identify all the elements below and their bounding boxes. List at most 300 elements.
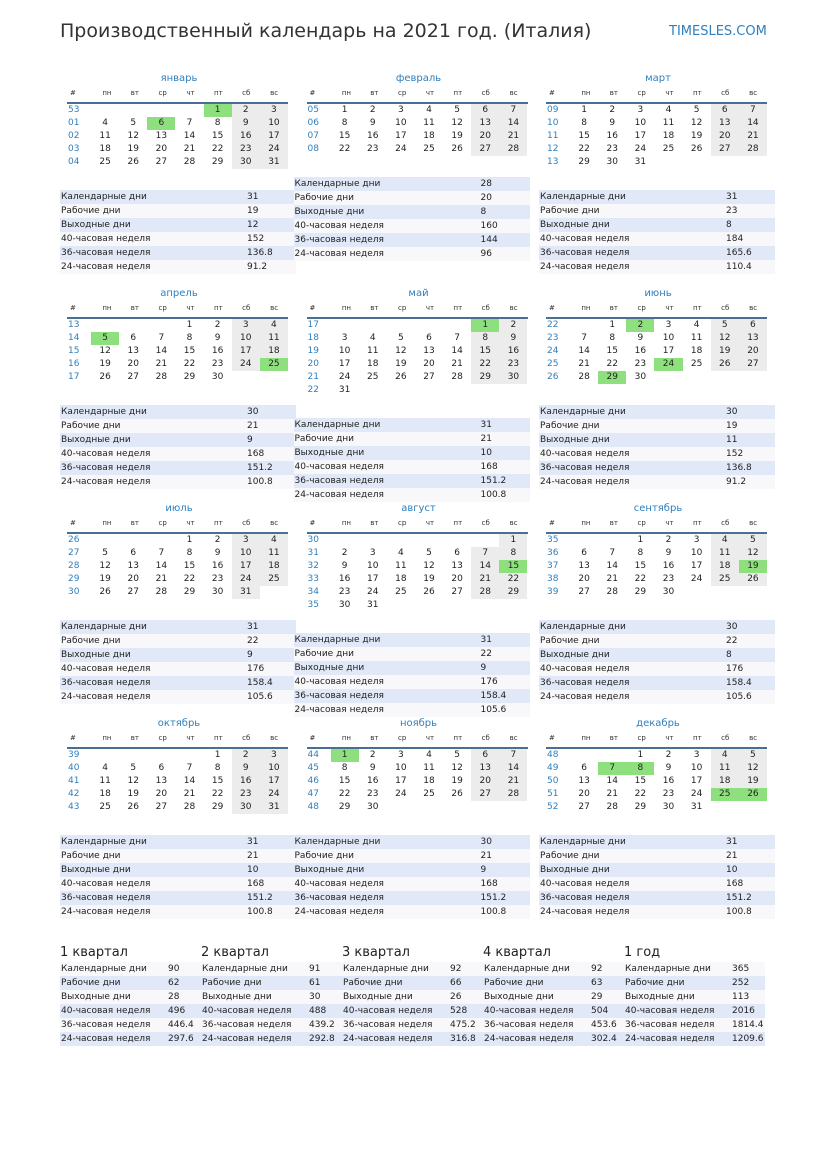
stat-label: Календарные дни [540,407,626,417]
stat-row [539,419,775,433]
header-cell: пт [453,89,463,97]
day-cell: 13 [578,776,590,786]
header-cell: вт [130,89,139,97]
stat-value: 12 [247,220,259,230]
day-cell: 30 [366,802,379,812]
day-cell: 17 [395,131,407,141]
day-cell [260,586,288,599]
week-row [307,573,528,586]
stat-label: Рабочие дни [540,851,600,861]
quarter-stats [201,962,342,1046]
day-cell: 12 [395,346,407,356]
day-cell: 20 [423,359,435,369]
week-number: 16 [68,359,80,369]
day-cell [387,801,415,814]
stat-row [539,232,775,246]
day-cell: 6 [147,117,175,130]
stat-row [60,849,296,863]
day-cell [711,801,739,814]
stat-row [342,962,483,976]
stat-row [201,976,342,990]
day-cell: 10 [690,763,703,773]
week-number: 41 [68,776,80,786]
stat-value: 168 [247,879,265,889]
day-cell: 10 [260,117,288,130]
month-block [60,72,288,287]
month-block [294,502,528,717]
week-number: 32 [307,561,319,571]
day-cell: 26 [395,372,407,382]
stat-value: 23 [726,206,738,216]
stat-label: 40-часовая неделя [625,1006,715,1016]
week-row [307,534,528,547]
day-cell [471,801,499,814]
header-cell: чт [425,89,435,97]
month-block [539,502,767,717]
stat-row [539,405,775,419]
day-cell: 28 [606,587,618,597]
day-cell: 21 [451,359,463,369]
day-cell: 8 [186,333,193,343]
header-cell: сб [481,734,490,742]
day-cell: 29 [634,802,647,812]
day-cell: 8 [581,118,587,128]
day-cell: 1 [637,535,644,545]
stat-value: 168 [247,449,265,459]
month-stats [60,190,296,274]
stat-row [60,218,296,232]
stat-label: 40-часовая неделя [294,677,384,687]
header-cell: чт [186,519,195,527]
stat-row [483,1004,624,1018]
stat-value: 29 [591,992,603,1002]
day-cell: 13 [451,561,463,571]
week-row [67,319,288,332]
day-cell: 31 [690,802,703,812]
stat-label: Календарные дни [202,964,288,974]
day-cell: 2 [232,104,260,117]
day-cell: 22 [499,573,527,586]
day-cell: 5 [739,749,767,762]
day-cell: 4 [711,749,739,762]
header-cell: сб [721,304,730,312]
day-cell: 29 [471,371,499,384]
stat-row [294,418,530,432]
day-cell: 15 [471,345,499,358]
week-row [546,358,767,371]
day-cell: 29 [499,586,527,599]
month-name: ноябрь [399,718,438,729]
day-cell: 1 [331,749,359,762]
stat-value: 168 [480,879,498,889]
header-cell: # [70,734,76,742]
header-cell: # [549,304,555,312]
day-cell: 23 [366,789,379,799]
stat-value: 30 [726,622,738,632]
stat-row [539,260,775,274]
day-cell: 14 [499,762,527,775]
day-cell: 4 [426,750,432,760]
day-cell: 7 [581,333,587,343]
stat-row [201,990,342,1004]
day-cell [415,319,443,332]
day-cell: 10 [366,561,379,571]
stat-label: Выходные дни [61,220,131,230]
day-cell: 18 [662,131,675,141]
week-number: 35 [547,535,559,545]
day-cell: 15 [211,131,224,141]
month-grid [67,301,288,384]
day-cell: 5 [454,750,460,760]
day-cell [232,371,260,384]
stat-label: 24-часовая неделя [540,692,630,702]
stat-value: 30 [247,407,259,417]
day-cell: 17 [690,561,703,571]
stat-row [539,863,775,877]
stat-row [60,662,296,676]
day-cell: 13 [471,762,499,775]
stat-label: Рабочие дни [540,636,600,646]
day-cell: 22 [606,359,618,369]
header-cell: пт [214,734,223,742]
stat-row [294,177,530,191]
stat-value: 8 [726,220,732,230]
day-cell: 11 [711,762,739,775]
day-cell: 15 [634,561,647,571]
day-cell: 11 [711,547,739,560]
day-cell: 21 [155,574,168,584]
stat-value: 31 [480,420,492,430]
day-cell: 10 [232,332,260,345]
header-cell: # [70,519,76,527]
day-cell: 23 [366,144,379,154]
stat-label: 36-часовая неделя [294,893,384,903]
week-row [307,319,528,332]
day-cell: 25 [662,144,675,154]
week-number: 20 [307,359,319,369]
brand-link[interactable]: TIMESLES.COM [669,24,767,39]
weekday-header [307,731,528,749]
day-cell [175,104,203,117]
week-number: 31 [307,548,319,558]
stat-label: 40-часовая неделя [540,234,630,244]
week-row [546,104,767,117]
day-cell: 23 [232,143,260,156]
stat-label: 40-часовая неделя [294,221,384,231]
day-cell: 29 [183,587,196,597]
week-row [307,143,528,156]
day-cell: 10 [662,333,675,343]
week-number: 26 [68,535,80,545]
day-cell: 15 [183,561,196,571]
header-cell: сб [721,89,730,97]
stat-value: 31 [726,192,738,202]
day-cell: 15 [606,346,618,356]
header-cell: # [549,734,555,742]
week-row [67,560,288,573]
day-cell: 18 [99,144,111,154]
week-number: 47 [307,789,319,799]
day-cell: 25 [99,802,111,812]
week-row [307,332,528,345]
day-cell [415,384,443,397]
stat-row [294,446,530,460]
day-cell: 8 [609,333,616,343]
day-cell [711,371,739,384]
stat-row [483,976,624,990]
stat-label: 36-часовая неделя [61,248,151,258]
day-cell: 30 [232,801,260,814]
week-number: 17 [68,372,80,382]
week-row [546,345,767,358]
day-cell: 8 [499,547,527,560]
day-cell: 7 [454,333,460,343]
day-cell: 24 [366,587,379,597]
stat-value: 31 [726,837,738,847]
day-cell: 29 [598,371,626,384]
day-cell: 22 [338,144,351,154]
day-cell: 16 [366,776,379,786]
day-cell: 25 [423,789,435,799]
day-cell: 22 [211,789,224,799]
day-cell: 19 [739,560,767,573]
day-cell: 16 [366,131,379,141]
header-cell: чт [665,89,674,97]
day-cell [711,586,739,599]
day-cell: 8 [214,763,221,773]
day-cell: 12 [711,332,739,345]
week-row [546,130,767,143]
stat-value: 496 [168,1006,186,1016]
header-cell: вс [509,89,518,97]
day-cell: 12 [127,776,139,786]
day-cell: 6 [130,333,137,343]
week-number: 48 [547,750,559,760]
month-block [294,72,528,287]
header-cell: сб [242,304,251,312]
day-cell [260,371,288,384]
stat-value: 63 [591,978,603,988]
stat-label: Выходные дни [540,650,610,660]
stat-value: 105.6 [480,705,507,715]
day-cell: 12 [99,561,111,571]
stat-row [60,690,296,704]
week-number: 06 [307,118,319,128]
stat-label: Выходные дни [61,650,131,660]
stat-label: 24-часовая неделя [294,705,384,715]
stat-value: 100.8 [726,907,752,917]
header-cell: вт [609,304,618,312]
stat-label: Выходные дни [61,435,131,445]
month-stats [539,835,775,919]
stat-label: Выходные дни [540,435,610,445]
day-cell: 13 [127,561,139,571]
week-row [67,547,288,560]
stat-row [201,1018,342,1032]
day-cell: 8 [341,763,348,773]
day-cell: 1 [214,750,221,760]
header-cell: вс [749,304,758,312]
day-cell: 20 [739,345,767,358]
weekday-header [67,86,288,104]
stat-row [539,648,775,662]
day-cell [570,534,598,547]
day-cell: 16 [338,574,351,584]
stat-row [294,863,530,877]
day-cell: 27 [578,587,590,597]
day-cell: 23 [634,359,647,369]
stat-label: 24-часовая неделя [625,1034,715,1044]
day-cell: 11 [423,763,435,773]
day-cell: 19 [99,574,111,584]
stat-row [294,835,530,849]
header-cell: вт [130,519,139,527]
header-cell: ср [398,89,407,97]
day-cell: 21 [606,574,618,584]
weekday-header [307,86,528,104]
stat-value: 9 [247,435,253,445]
day-cell: 9 [499,332,527,345]
day-cell: 26 [739,573,767,586]
day-cell: 15 [338,131,351,141]
day-cell: 2 [214,535,221,545]
week-row [546,749,767,762]
stat-label: Выходные дни [294,865,365,875]
day-cell: 25 [690,359,703,369]
week-row [307,345,528,358]
day-cell: 7 [186,763,193,773]
month-stats [60,835,296,919]
week-row [546,801,767,814]
header-cell: пт [693,734,702,742]
stat-label: Рабочие дни [61,636,121,646]
day-cell: 26 [127,157,139,167]
week-row [546,560,767,573]
day-cell: 6 [471,749,499,762]
stat-value: 151.2 [726,893,752,903]
stat-value: 151.2 [480,476,507,486]
day-cell: 25 [260,358,288,371]
stat-row [483,962,624,976]
stat-row [624,976,765,990]
stat-label: Календарные дни [294,179,381,189]
day-cell: 5 [693,105,700,115]
month-stats [294,835,530,919]
day-cell [471,534,499,547]
stat-label: Календарные дни [61,622,147,632]
stat-label: 24-часовая неделя [540,907,630,917]
stat-label: 24-часовая неделя [540,262,630,272]
day-cell: 9 [341,561,348,571]
stat-value: 152 [726,449,744,459]
day-cell [683,371,711,384]
week-row [546,775,767,788]
header-cell: вт [609,734,618,742]
day-cell: 15 [578,131,590,141]
week-row [307,104,528,117]
stat-value: 96 [480,249,492,259]
stat-row [539,690,775,704]
header-cell: чт [425,519,435,527]
week-number: 10 [547,118,559,128]
week-row [307,762,528,775]
header-cell: вс [270,304,279,312]
day-cell [683,156,711,169]
day-cell: 17 [366,574,379,584]
day-cell: 3 [232,534,260,547]
day-cell: 10 [395,763,407,773]
header-cell: пт [214,519,223,527]
stat-label: Рабочие дни [540,421,600,431]
quarter-stats [342,962,483,1046]
week-number: 37 [547,561,559,571]
day-cell: 6 [581,763,587,773]
month-stats [539,405,775,489]
month-stats [60,620,296,704]
week-row [67,573,288,586]
header-cell: сб [242,519,251,527]
stat-value: 66 [450,978,462,988]
day-cell: 15 [338,776,351,786]
stat-row [60,260,296,274]
stat-label: 36-часовая неделя [343,1020,433,1030]
stat-value: 292.8 [309,1034,335,1044]
day-cell [175,749,203,762]
day-cell: 25 [395,587,407,597]
day-cell: 26 [99,587,111,597]
month-name: апрель [160,288,198,299]
stat-value: 365 [732,964,750,974]
day-cell: 9 [232,117,260,130]
stat-row [60,447,296,461]
header-cell: чт [186,89,195,97]
day-cell: 11 [99,131,111,141]
stat-value: 91 [309,964,321,974]
day-cell: 5 [130,118,137,128]
day-cell: 9 [232,762,260,775]
stat-label: 40-часовая неделя [61,234,151,244]
month-block [294,287,528,502]
day-cell: 7 [158,548,165,558]
stat-value: 2016 [732,1006,755,1016]
stat-row [60,1004,201,1018]
week-row [67,801,288,814]
week-number: 26 [547,372,559,382]
stat-row [60,990,201,1004]
header-cell: # [549,519,555,527]
stat-value: 136.8 [247,248,273,258]
day-cell: 4 [102,118,108,128]
month-name: март [645,73,671,84]
day-cell: 28 [578,372,590,382]
day-cell: 5 [711,319,739,332]
stat-label: 36-часовая неделя [484,1020,574,1030]
weekday-header [307,301,528,319]
day-cell: 16 [232,130,260,143]
day-cell: 10 [232,547,260,560]
day-cell: 6 [426,333,432,343]
stat-label: Выходные дни [540,865,610,875]
day-cell: 24 [260,143,288,156]
stat-row [539,475,775,489]
month-stats [539,620,775,704]
day-cell: 24 [338,372,351,382]
stat-value: 100.8 [247,477,273,487]
day-cell: 20 [711,130,739,143]
day-cell: 5 [426,548,432,558]
header-cell: вт [370,304,379,312]
stat-row [342,1004,483,1018]
